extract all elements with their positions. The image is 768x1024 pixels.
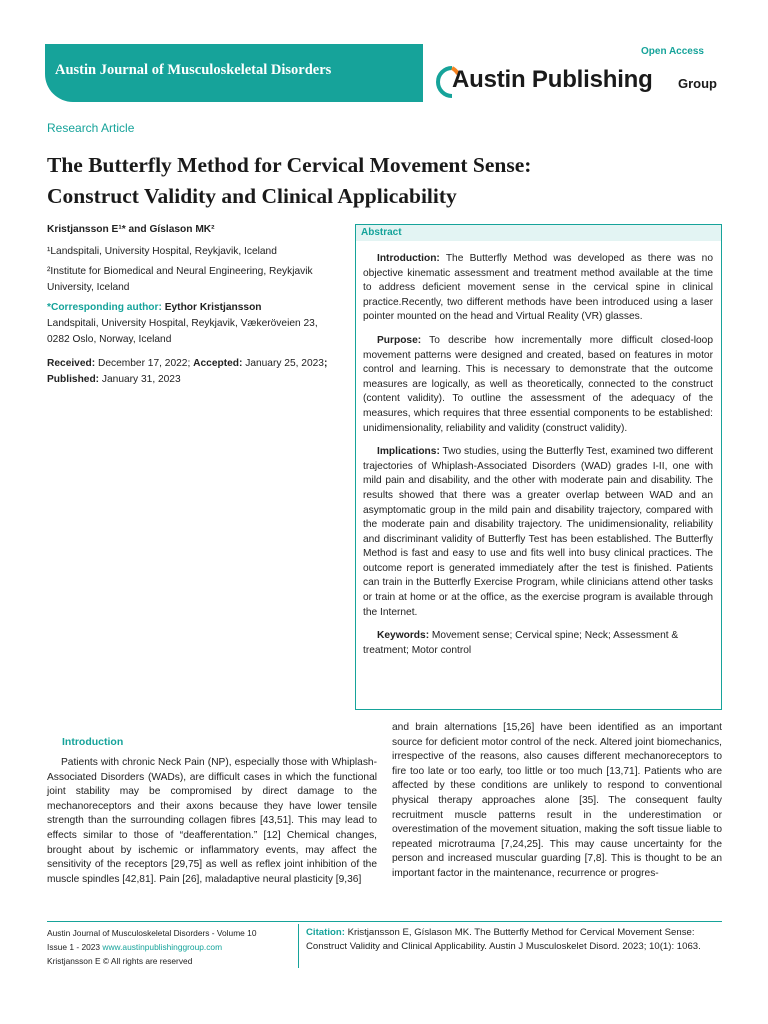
title-line-1: The Butterfly Method for Cervical Movement Sense: [47,153,532,177]
logo-group-text: Group [678,76,717,91]
published-label: ; Published: [47,358,328,385]
introduction-heading: Introduction [62,736,124,748]
corresponding-author [47,300,337,316]
footer-vertical-divider [298,924,299,968]
footer-volume: Austin Journal of Musculoskeletal Disorders - Volume 10 [47,928,257,938]
title-line-2: Construct Validity and Clinical Applicability [47,184,457,208]
introduction-label: Introduction: [377,253,440,264]
accepted-date: January 25, 2023 [242,358,324,369]
received-label: Received: [47,358,96,369]
abstract-introduction [363,252,713,325]
affiliation-1: ¹Landspitali, University Hospital, Reykjavik, Iceland [47,246,277,257]
received-date: December 17, 2022; [95,358,194,369]
purpose-label: Purpose: [377,334,422,346]
corresponding-name: Eythor Kristjansson [161,302,262,313]
corresponding-label: *Corresponding author: [47,302,162,313]
logo-wordmark: Austin Publishing [452,66,653,93]
publication-dates [47,356,337,388]
implications-label: Implications: [377,446,440,458]
implications-text: Two studies, using the Butterfly Test, examined two different trajectories of Whiplash-Associated Disorders (WAD) grades I-II, one with mild pain and disability, and the other with moderate pain and disability. The results showed that there was a greater overlap between WAD and an asymptomatic group in the mild pain and disability trajectory, compared with the moderate pain and disability trajectory. The unidimensionality, reliability and discriminant validity of Butterfly Test has been established. The Butterfly Method is fast and easy to use and fits well into busy clinical practices. The outcome report is generated immediately after the test is finished. Patients can train in the Butterfly Exercise Program, while clinicians attend other tasks or train at home or at the office, as the exercise program is available through the Internet. [363,446,713,618]
footer-url-link[interactable]: www.austinpublishinggroup.com [102,942,223,952]
introduction-text: The Butterfly Method was developed as there was no objective kinematic assessment and treatment method available at the time to address deficient movement sense in the cervical spine in clinical practice.Recently, two different methods have been introduced using a laser pointer mounted on the head and Virtual Reality (VR) glasses. [363,253,713,323]
author-list: Kristjansson E¹* and Gíslason MK² [47,224,215,235]
footer-copyright: Kristjansson E © All rights are reserved [47,956,193,966]
published-date: January 31, 2023 [99,374,181,385]
open-access-label: Open Access [641,46,704,57]
accepted-label: Accepted: [193,358,243,369]
abstract-heading: Abstract [356,225,721,241]
keywords-label: Keywords: [377,630,430,642]
footer-divider [47,921,722,922]
journal-name: Austin Journal of Musculoskeletal Disorders [55,62,332,78]
abstract-keywords [363,629,713,658]
body-column-2: and brain alternations [15,26] have been identified as an important source for deficient motor control of the neck. Altered joint biomechanics, irrespective of the reasons, also causes different mechanoreceptors to fire too late or too early, too little or too much [13,71]. Patients who are affected by these conditions are unlikely to respond to conventional physical therapy approaches alone [35]. The consequent faulty recruitment muscle patterns result in the underestimation or overestimation of the movement situation, making the soft tissue liable to repeated microtrauma [7,24,25]. This may cause uncertainty for the person and increased muscular guarding [7,8]. This is thought to be an important factor in the maintenance, recurrence or progres- [392,722,722,879]
citation-label: Citation: [306,927,345,938]
abstract-body [363,252,713,667]
article-type: Research Article [47,121,135,135]
citation [306,926,722,954]
citation-text: Kristjansson E, Gíslason MK. The Butterfly Method for Cervical Movement Sense: Construct Validity and Clinical Applicability. Austin J Musculoskelet Disord. 2023; 10(1): 1063. [306,927,701,952]
body-column-1: Patients with chronic Neck Pain (NP), especially those with Whiplash-Associated Disorders (WADs), are difficult cases in which the functional joint stability may be compromised by direct damage to the mechanoreceptors and their axons because they have lower tensile strength than the surrounding collagen fibres [43,51]. This may lead to effects similar to those of “deafferentation.” [12] Chemical changes, brought about by ischemic or inflammatory events, may affect the sensitivity of the receptors [29,75] as well as reflex joint inhibition of the muscle spindles [42,81]. Pain [26], maladaptive neural plasticity [9,36] [47,757,377,885]
footer-issue [47,940,297,954]
footer-issue-text: Issue 1 - 2023 [47,942,103,952]
publisher-logo [430,62,730,102]
article-metadata [47,222,337,392]
corresponding-address: Landspitali, University Hospital, Reykjavik, Vækeröveien 23, 0282 Oslo, Norway, Iceland [47,318,318,345]
footer-journal-info [47,926,297,968]
abstract-implications [363,445,713,620]
article-title [47,150,687,212]
abstract-box [355,224,722,710]
abstract-purpose [363,334,713,436]
affiliation-2: ²Institute for Biomedical and Neural Engineering, Reykjavik University, Iceland [47,266,313,293]
purpose-text: To describe how incrementally more difficult closed-loop movement patterns were designed and created, based on features in motor control and learning. This is necessary to demonstrate that the outcome measures are logically, as well as theoretically, connected to the construct (content validity). To outline the assessment of the adequacy of the measures, which requires that three essential components to be established: unidimensionality, reliability and validity (construct validity). [363,334,713,434]
keywords-text: Movement sense; Cervical spine; Neck; Assessment & treatment; Motor control [363,630,679,656]
